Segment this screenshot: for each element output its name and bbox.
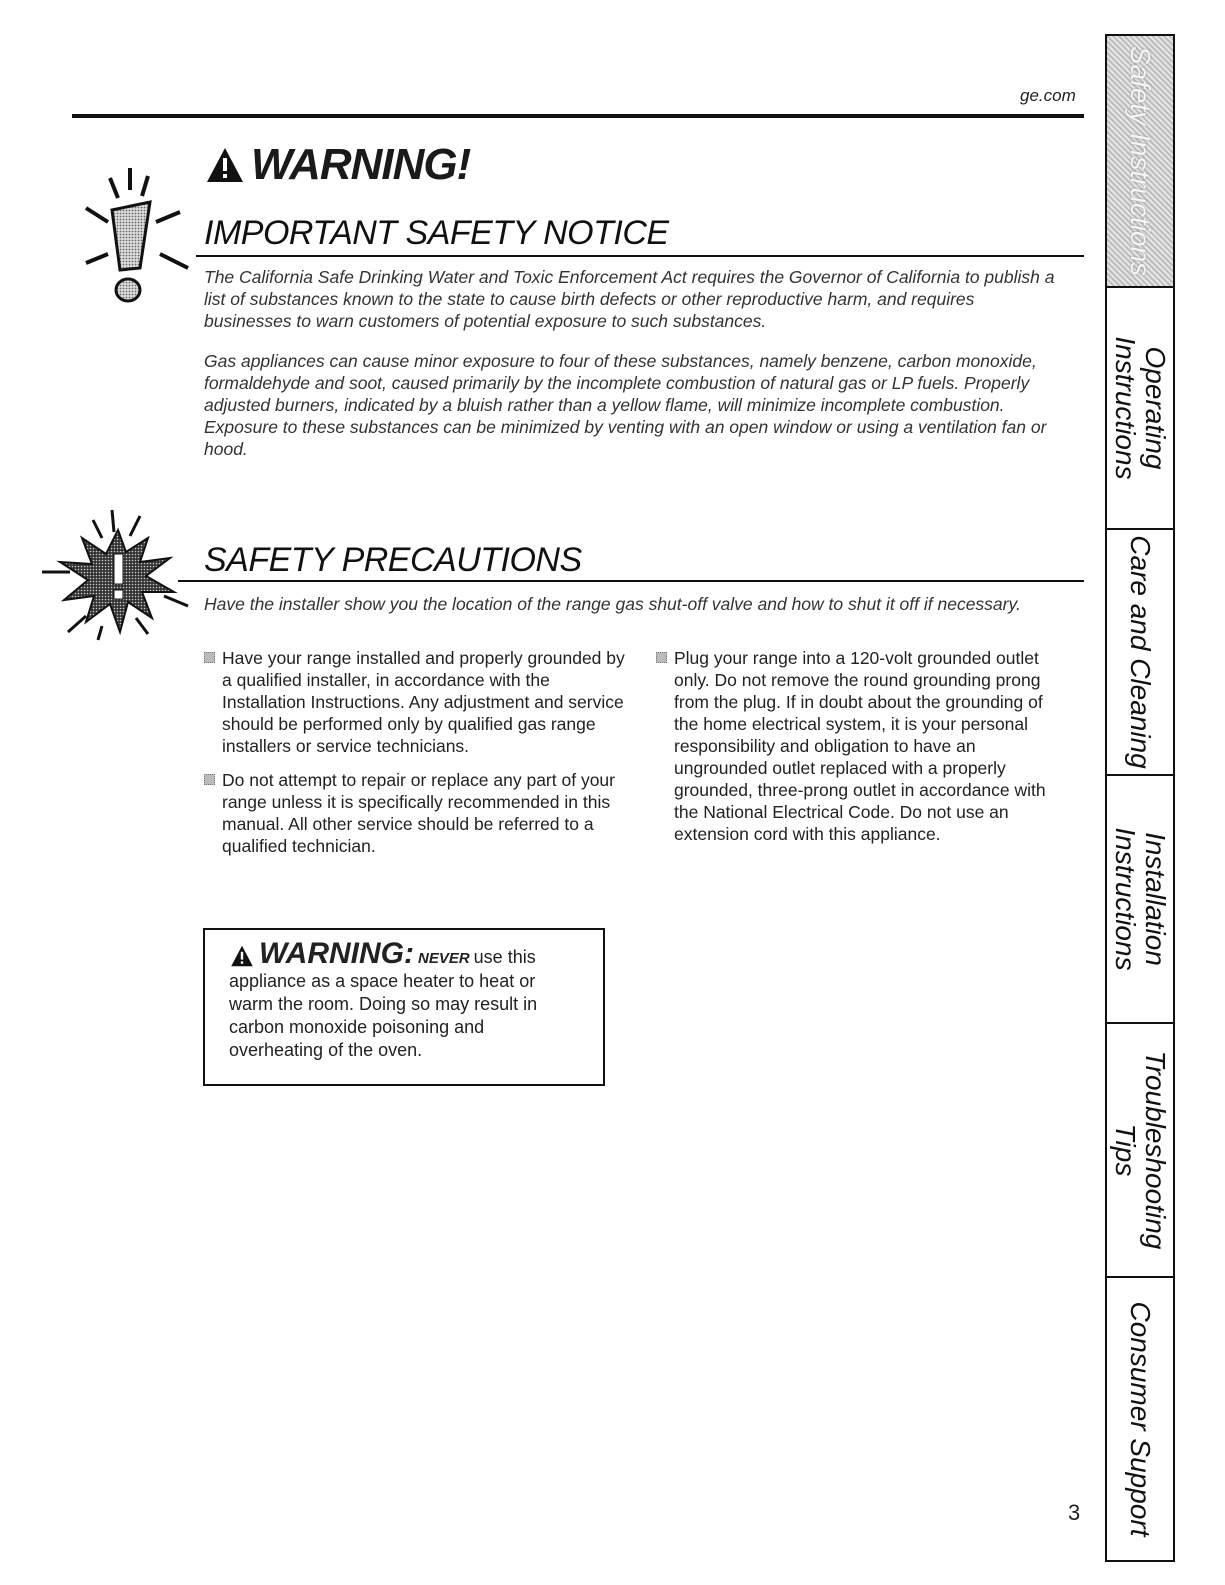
tab-label: Installation Instructions (1110, 827, 1171, 971)
list-item: Do not attempt to repair or replace any part of your range unless it is specifically recommended in this manual. All other service should be referred to a qualified technician. (202, 769, 632, 857)
site-url: ge.com (1020, 86, 1076, 105)
warning-box-label: WARNING: (259, 937, 414, 970)
tab-label: Safety Instructions (1125, 45, 1156, 277)
notice-rule (196, 255, 1084, 257)
section-tabs (1105, 34, 1175, 1562)
precautions-left-column (202, 647, 632, 869)
warning-heading (205, 140, 470, 190)
warning-box-lead: use this (473, 947, 536, 967)
tab-troubleshooting-tips[interactable] (1105, 1022, 1175, 1276)
warning-box-never: NEVER (417, 950, 470, 967)
tab-label: Troubleshooting Tips (1110, 1050, 1171, 1250)
explosion-burst-icon (38, 508, 198, 643)
precautions-intro: Have the installer show you the location of the range gas shut-off valve and how to shut it off if necessary. (204, 594, 1021, 614)
tab-operating-instructions[interactable] (1105, 286, 1175, 528)
warning-box (203, 928, 605, 1086)
notice-heading: IMPORTANT SAFETY NOTICE (204, 214, 669, 252)
list-item: Have your range installed and properly grounded by a qualified installer, in accordance with the Installation Instructions. Any adjustment and service should be performed only by qualified gas range installers or service technicians. (202, 647, 632, 757)
notice-paragraph: The California Safe Drinking Water and Toxic Enforcement Act requires the Governor of California to publish a list of substances known to the state to cause birth defects or other reproductive harm, and requires businesses to warn customers of potential exposure to such substances. (204, 267, 1055, 331)
list-item: Plug your range into a 120-volt grounded outlet only. Do not remove the round grounding prong from the plug. If in doubt about the grounding of the home electrical system, it is your personal responsibility and obligation to have an ungrounded outlet replaced with a properly grounded, three-prong outlet in accordance with the National Electrical Code. Do not use an extension cord with this appliance. (654, 647, 1068, 845)
bullet-square-icon (204, 652, 215, 663)
bullet-square-icon (204, 774, 215, 785)
tab-safety-instructions[interactable] (1105, 34, 1175, 286)
precautions-right-column (654, 647, 1068, 857)
tab-label: Operating Instructions (1110, 336, 1171, 480)
warning-box-body: appliance as a space heater to heat or warm the room. Doing so may result in carbon monoxide poisoning and overheating of the oven. (229, 971, 538, 1060)
precautions-heading: SAFETY PRECAUTIONS (204, 541, 582, 579)
precautions-rule (178, 580, 1084, 582)
tab-consumer-support[interactable] (1105, 1276, 1175, 1562)
warning-triangle-icon (229, 944, 255, 968)
warning-title: WARNING! (251, 140, 471, 189)
notice-paragraph: Gas appliances can cause minor exposure to four of these substances, namely benzene, carbon monoxide, formaldehyde and soot, caused primarily by the incomplete combustion of natural gas or LP fuels. Properly adjusted burners, indicated by a bluish rather than a yellow flame, will minimize incomplete combustion. Exposure to these substances can be minimized by venting with an open window or using a ventilation fan or hood. (204, 351, 1047, 459)
bullet-square-icon (656, 652, 667, 663)
header-rule (72, 114, 1084, 118)
tab-installation-instructions[interactable] (1105, 774, 1175, 1022)
tab-label: Care and Cleaning (1125, 535, 1156, 769)
tab-label: Consumer Support (1125, 1301, 1156, 1537)
page-number: 3 (1068, 1500, 1081, 1525)
exclamation-notice-icon (68, 158, 193, 308)
warning-triangle-icon (205, 145, 245, 185)
tab-care-and-cleaning[interactable] (1105, 528, 1175, 774)
